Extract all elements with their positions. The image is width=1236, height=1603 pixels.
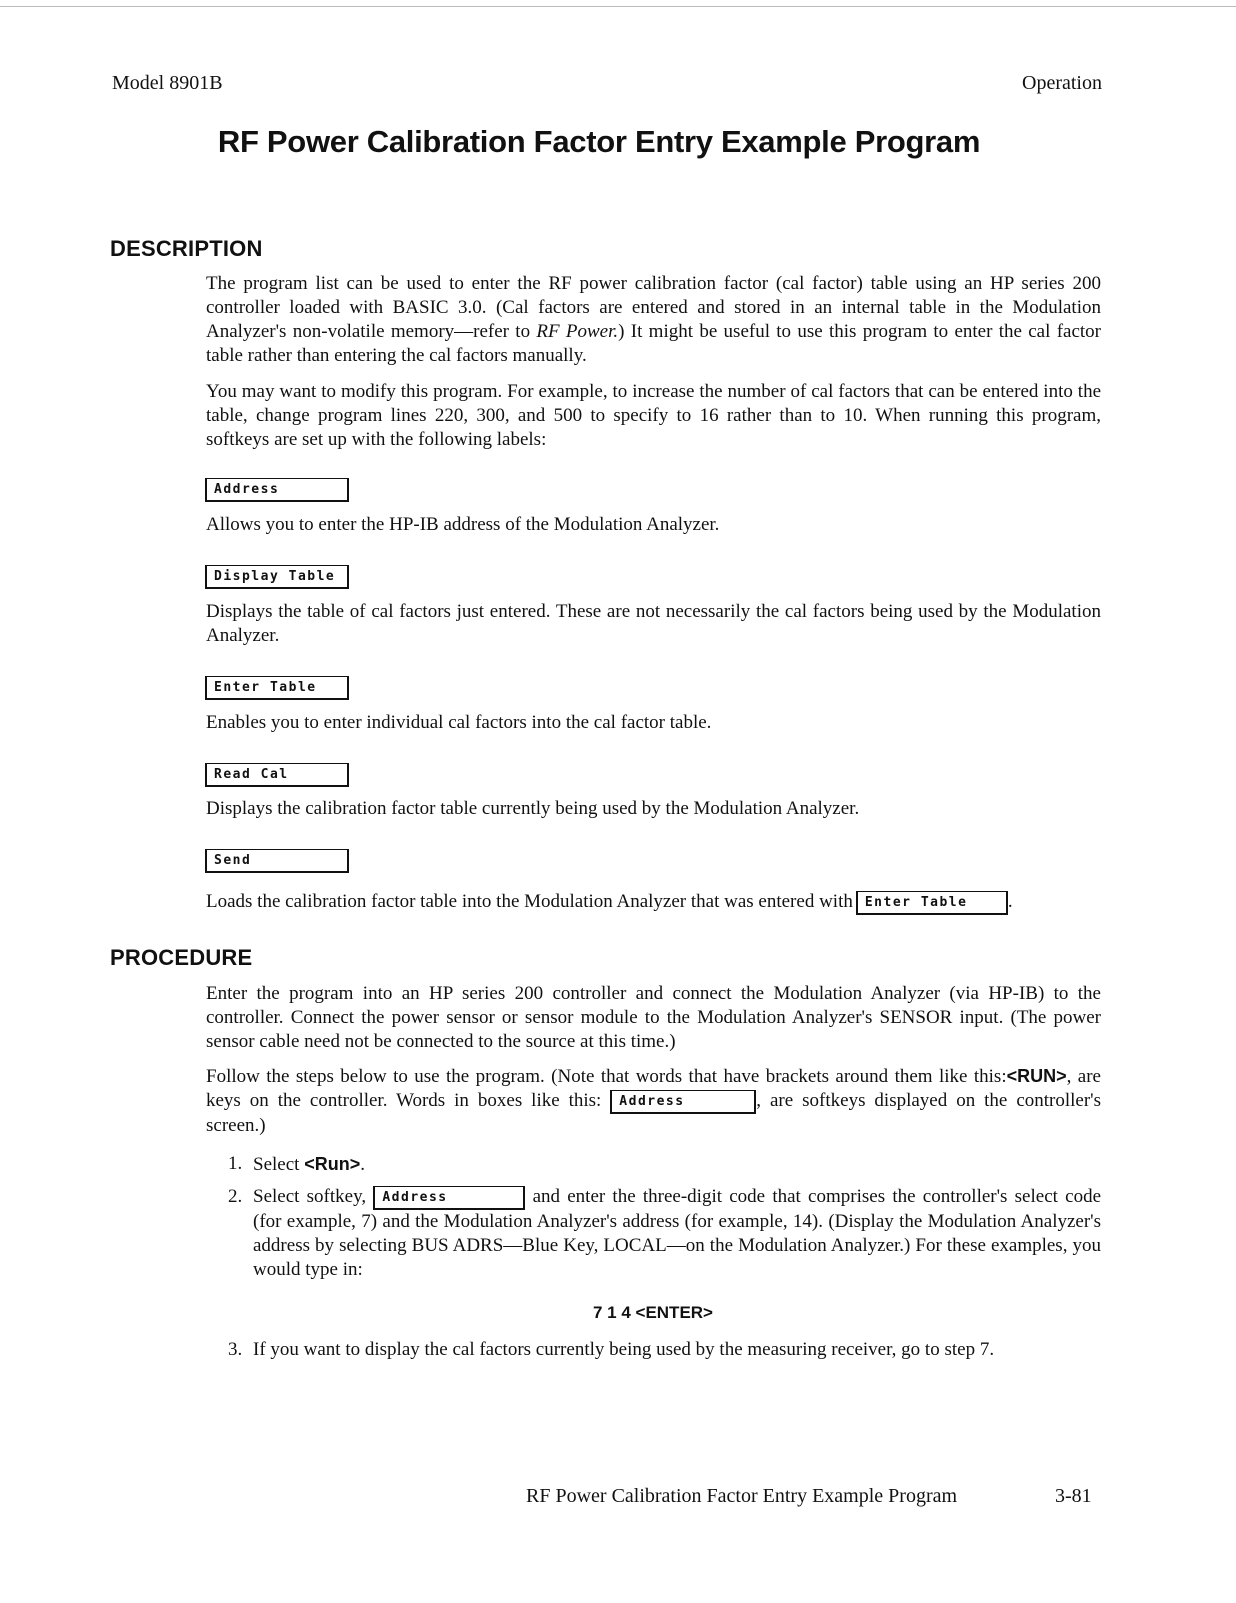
rf-power-reference: RF Power. <box>536 321 619 342</box>
step-number: 2. <box>228 1186 243 1207</box>
procedure-step-1 <box>228 1152 1101 1177</box>
inline-softkey-enter-table: Enter Table <box>856 891 1008 915</box>
inline-softkey-address-step: Address <box>373 1186 525 1210</box>
softkey-send-description-end: . <box>1007 891 1013 912</box>
footer-title: RF Power Calibration Factor Entry Example Program <box>526 1485 958 1507</box>
run-key: <RUN> <box>1006 1066 1067 1086</box>
softkey-display-table-description: Displays the table of cal factors just entered. These are not necessarily the cal factors being used by the Modulation Analyzer. <box>206 601 1101 646</box>
description-paragraph-2: You may want to modify this program. For example, to increase the number of cal factors that can be entered into the table, change program lines 220, 300, and 500 to specify to 16 rather than to 10. When running this program, softkeys are set up with the following labels: <box>206 381 1101 450</box>
header-model: Model 8901B <box>112 72 223 94</box>
softkey-send-description-text: Loads the calibration factor table into the Modulation Analyzer that was entered with <box>206 891 853 912</box>
description-p1-text-a: The program list can be used to enter the RF power calibration factor (cal factor) table using an HP series 200 controller loaded with BASIC 3.0. (Cal factors are entered and stored in an internal table in the Modulation Analyzer's non-volatile memory—refer to <box>206 273 1101 342</box>
softkey-send-description <box>206 890 1101 915</box>
description-p1-text-b: ) It might be useful to use this program to enter the cal factor table rather than entering the cal factors manually. <box>206 321 1101 366</box>
softkey-enter-table: Enter Table <box>205 676 349 700</box>
step-3-text: If you want to display the cal factors currently being used by the measuring receiver, go to step 7. <box>253 1339 995 1360</box>
example-command-text: 7 1 4 <ENTER> <box>592 1303 713 1322</box>
run-key-step: <Run> <box>304 1154 361 1174</box>
procedure-paragraph-2 <box>206 1064 1101 1138</box>
description-paragraph-1 <box>206 272 1101 368</box>
example-command <box>0 1303 1236 1323</box>
softkey-address-description: Allows you to enter the HP-IB address of the Modulation Analyzer. <box>206 514 720 535</box>
step-2-text-a: Select softkey, <box>253 1186 367 1207</box>
inline-softkey-address: Address <box>610 1090 756 1114</box>
softkey-read-cal: Read Cal <box>205 763 349 787</box>
page-title <box>0 124 1100 160</box>
procedure-step-2 <box>228 1185 1101 1282</box>
step-number: 1. <box>228 1153 243 1174</box>
softkey-address: Address <box>205 478 349 502</box>
procedure-heading: PROCEDURE <box>110 945 253 970</box>
top-rule <box>0 6 1236 7</box>
step-number: 3. <box>228 1339 243 1360</box>
step-2-text-b: and enter the three-digit code that comprises the controller's select code (for example, 7) and the Modulation Analyzer's address (for example, 14). (Display the Modulation Analyzer's address by selecting BUS ADRS—Blue Key, LOCAL—on the Modulation Analyzer.) For these examples, you would type in: <box>253 1186 1102 1280</box>
procedure-p2-text-c: , are softkeys displayed on the controller's screen.) <box>206 1090 1101 1136</box>
step-1-text: Select <box>253 1154 305 1175</box>
procedure-paragraph-1: Enter the program into an HP series 200 controller and connect the Modulation Analyzer (via HP-IB) to the controller. Connect the power sensor or sensor module to the Modulation Analyzer's SENSOR input. (The power sensor cable need not be connected to the source at this time.) <box>206 983 1101 1052</box>
procedure-p2-text-b: , are keys on the controller. Words in boxes like this: <box>206 1066 1101 1111</box>
procedure-step-3 <box>228 1338 1101 1362</box>
step-1-text-end: . <box>360 1154 365 1175</box>
page-title-text: RF Power Calibration Factor Entry Example Program <box>217 124 981 159</box>
softkey-send: Send <box>205 849 349 873</box>
softkey-enter-table-description: Enables you to enter individual cal factors into the cal factor table. <box>206 712 712 733</box>
footer-page-number: 3-81 <box>1055 1485 1092 1507</box>
description-heading: DESCRIPTION <box>110 236 263 261</box>
softkey-read-cal-description: Displays the calibration factor table currently being used by the Modulation Analyzer. <box>206 798 860 819</box>
procedure-p2-text-a: Follow the steps below to use the program. (Note that words that have brackets around them like this: <box>206 1066 1007 1087</box>
header-section: Operation <box>1022 72 1102 94</box>
softkey-display-table: Display Table <box>205 565 349 589</box>
